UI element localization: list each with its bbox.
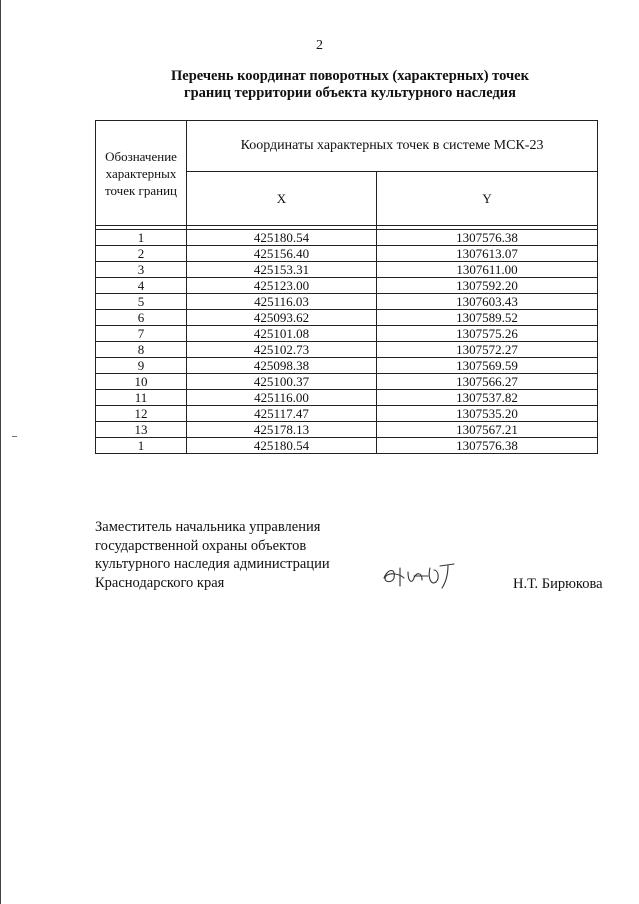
table-row: [96, 406, 598, 422]
y-cell: 1307611.00: [377, 262, 598, 278]
document-title: [120, 68, 580, 102]
y-column-header: Y: [377, 172, 598, 226]
x-cell: 425180.54: [187, 230, 377, 246]
x-cell: 425101.08: [187, 326, 377, 342]
x-cell: 425100.37: [187, 374, 377, 390]
point-id-header-line-2: характерных: [105, 165, 177, 181]
coordinates-table: [95, 120, 598, 454]
y-cell: 1307576.38: [377, 438, 598, 454]
y-cell: 1307613.07: [377, 246, 598, 262]
position-line-2: государственной охраны объектов: [95, 537, 307, 554]
title-line-2: границ территории объекта культурного наследия: [184, 85, 516, 101]
table-row: [96, 358, 598, 374]
y-cell: 1307589.52: [377, 310, 598, 326]
x-cell: 425178.13: [187, 422, 377, 438]
y-cell: 1307537.82: [377, 390, 598, 406]
x-cell: 425156.40: [187, 246, 377, 262]
point-id-cell: 2: [96, 246, 187, 262]
point-id-cell: 7: [96, 326, 187, 342]
table-row: [96, 310, 598, 326]
table-row: [96, 422, 598, 438]
signatory-name: Н.Т. Бирюкова: [513, 576, 603, 592]
point-id-cell: 1: [96, 438, 187, 454]
point-id-cell: 5: [96, 294, 187, 310]
x-cell: 425180.54: [187, 438, 377, 454]
point-id-header: [96, 121, 187, 226]
title-line-1: Перечень координат поворотных (характерных) точек: [171, 68, 529, 84]
margin-mark: [12, 436, 17, 437]
position-line-1: Заместитель начальника управления: [95, 519, 321, 535]
point-id-cell: 1: [96, 230, 187, 246]
y-cell: 1307575.26: [377, 326, 598, 342]
table-row: [96, 390, 598, 406]
signatory-position: [95, 518, 330, 592]
table-row: [96, 438, 598, 454]
x-cell: 425116.00: [187, 390, 377, 406]
x-cell: 425102.73: [187, 342, 377, 358]
y-cell: 1307576.38: [377, 230, 598, 246]
x-cell: 425117.47: [187, 406, 377, 422]
x-column-header: X: [187, 172, 377, 226]
table-row: [96, 246, 598, 262]
point-id-header-line-1: Обозначение: [105, 148, 177, 164]
position-line-3: культурного наследия администрации: [95, 556, 330, 572]
table-row: [96, 278, 598, 294]
position-line-4: Краснодарского края: [95, 574, 225, 591]
point-id-cell: 6: [96, 310, 187, 326]
y-cell: 1307569.59: [377, 358, 598, 374]
point-id-cell: 4: [96, 278, 187, 294]
x-cell: 425153.31: [187, 262, 377, 278]
y-cell: 1307566.27: [377, 374, 598, 390]
point-id-cell: 9: [96, 358, 187, 374]
point-id-cell: 11: [96, 390, 187, 406]
x-cell: 425123.00: [187, 278, 377, 294]
y-cell: 1307567.21: [377, 422, 598, 438]
table-row: [96, 230, 598, 246]
point-id-cell: 12: [96, 406, 187, 422]
table-row: [96, 326, 598, 342]
x-cell: 425098.38: [187, 358, 377, 374]
coordinates-header: Координаты характерных точек в системе МСК-23: [187, 121, 598, 172]
y-cell: 1307603.43: [377, 294, 598, 310]
point-id-cell: 8: [96, 342, 187, 358]
table-row: [96, 342, 598, 358]
y-cell: 1307535.20: [377, 406, 598, 422]
page-number: 2: [316, 38, 323, 53]
point-id-cell: 13: [96, 422, 187, 438]
point-id-header-line-3: точек границ: [104, 182, 178, 198]
table-row: [96, 294, 598, 310]
point-id-cell: 3: [96, 262, 187, 278]
x-cell: 425116.03: [187, 294, 377, 310]
table-row: [96, 262, 598, 278]
x-cell: 425093.62: [187, 310, 377, 326]
handwritten-signature-icon: [378, 560, 458, 590]
table-row: [96, 374, 598, 390]
page-edge-line: [0, 0, 1, 904]
y-cell: 1307592.20: [377, 278, 598, 294]
y-cell: 1307572.27: [377, 342, 598, 358]
point-id-cell: 10: [96, 374, 187, 390]
